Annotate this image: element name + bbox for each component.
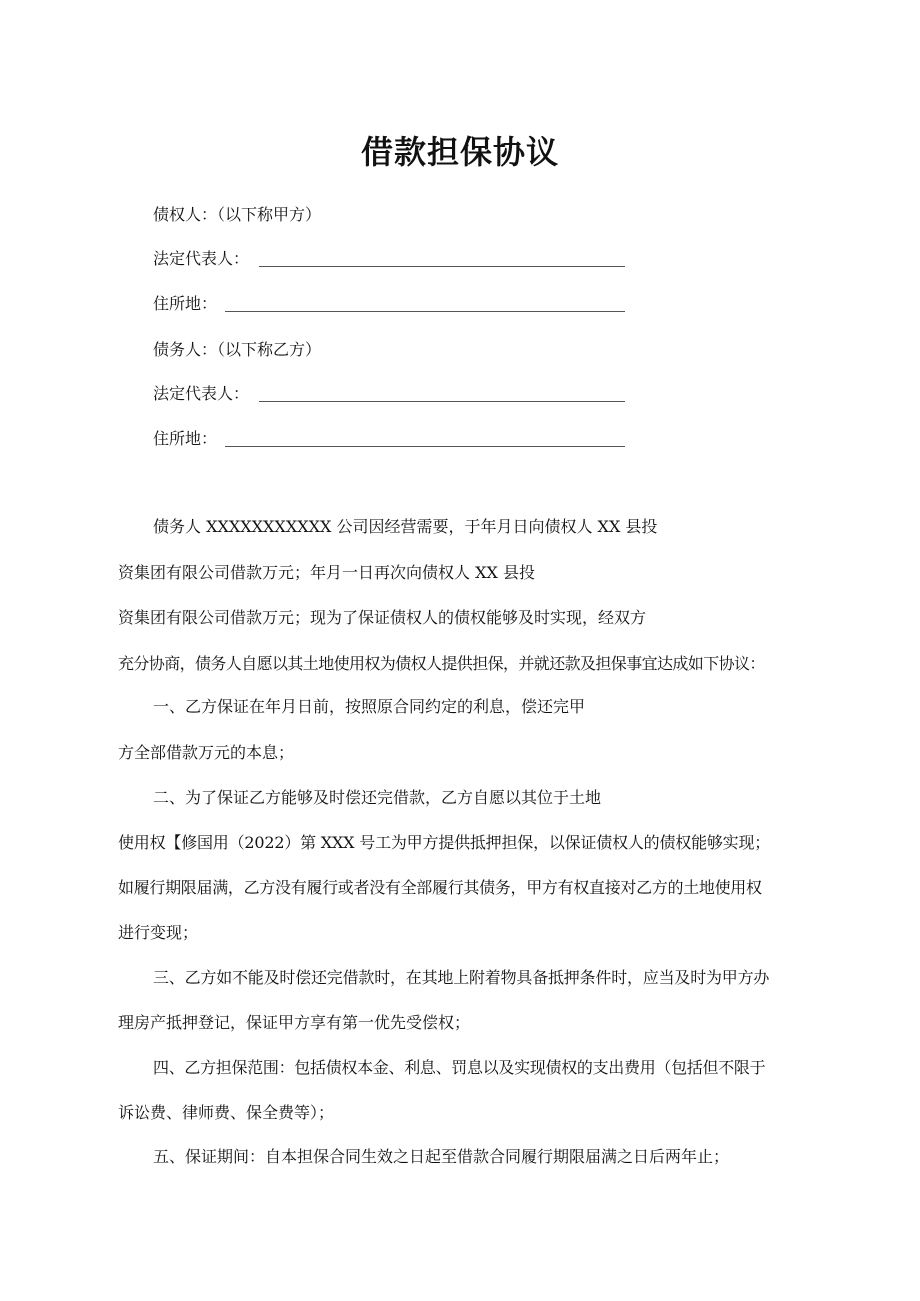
- clause-3-line-2: 理房产抵押登记，保证甲方享有第一优先受偿权；: [118, 1013, 471, 1032]
- debtor-addr-blank: [225, 446, 625, 447]
- clause-1-line-2: 方全部借款万元的本息；: [118, 743, 295, 762]
- debtor-rep-label: 法定代表人：: [153, 384, 250, 403]
- clause-2-line-3: 如履行期限届满，乙方没有履行或者没有全部履行其债务，甲方有权直接对乙方的土地使用权: [118, 878, 762, 897]
- debtor-rep-blank: [259, 401, 625, 402]
- creditor-rep-blank: [259, 266, 625, 267]
- creditor-addr-blank: [225, 311, 625, 312]
- clause-1-line-1: 一、乙方保证在年月日前，按照原合同约定的利息，偿还完甲: [153, 697, 586, 716]
- intro-line-2: 资集团有限公司借款万元；年月一日再次向债权人 XX 县投: [118, 563, 535, 582]
- creditor-rep-label: 法定代表人：: [153, 249, 250, 268]
- clause-5-line-1: 五、保证期间：自本担保合同生效之日起至借款合同履行期限届满之日后两年止；: [153, 1147, 730, 1166]
- creditor-addr-label: 住所地：: [153, 294, 218, 313]
- debtor-addr-label: 住所地：: [153, 429, 218, 448]
- document-title: 借款担保协议: [360, 133, 559, 171]
- clause-2-line-4: 进行变现；: [118, 923, 199, 942]
- intro-line-4: 充分协商，债务人自愿以其土地使用权为债权人提供担保，并就还款及担保事宜达成如下协议：: [118, 654, 765, 673]
- creditor-line: 债权人：（以下称甲方）: [153, 205, 322, 224]
- clause-2-line-1: 二、为了保证乙方能够及时偿还完借款，乙方自愿以其位于土地: [153, 788, 602, 807]
- intro-line-1: 债务人 XXXXXXXXXXX 公司因经营需要，于年月日向债权人 XX 县投: [153, 517, 658, 536]
- clause-4-line-2: 诉讼费、律师费、保全费等）；: [118, 1103, 335, 1122]
- debtor-line: 债务人：（以下称乙方）: [153, 340, 322, 359]
- clause-2-line-2: 使用权【修国用（2022）第 XXX 号工为甲方提供抵押担保，以保证债权人的债权能够实现；: [118, 833, 771, 852]
- intro-line-3: 资集团有限公司借款万元；现为了保证债权人的债权能够及时实现，经双方: [118, 608, 647, 627]
- clause-3-line-1: 三、乙方如不能及时偿还完借款时，在其地上附着物具备抵押条件时，应当及时为甲方办: [153, 968, 770, 987]
- clause-4-line-1: 四、乙方担保范围：包括债权本金、利息、罚息以及实现债权的支出费用（包括但不限于: [153, 1058, 766, 1077]
